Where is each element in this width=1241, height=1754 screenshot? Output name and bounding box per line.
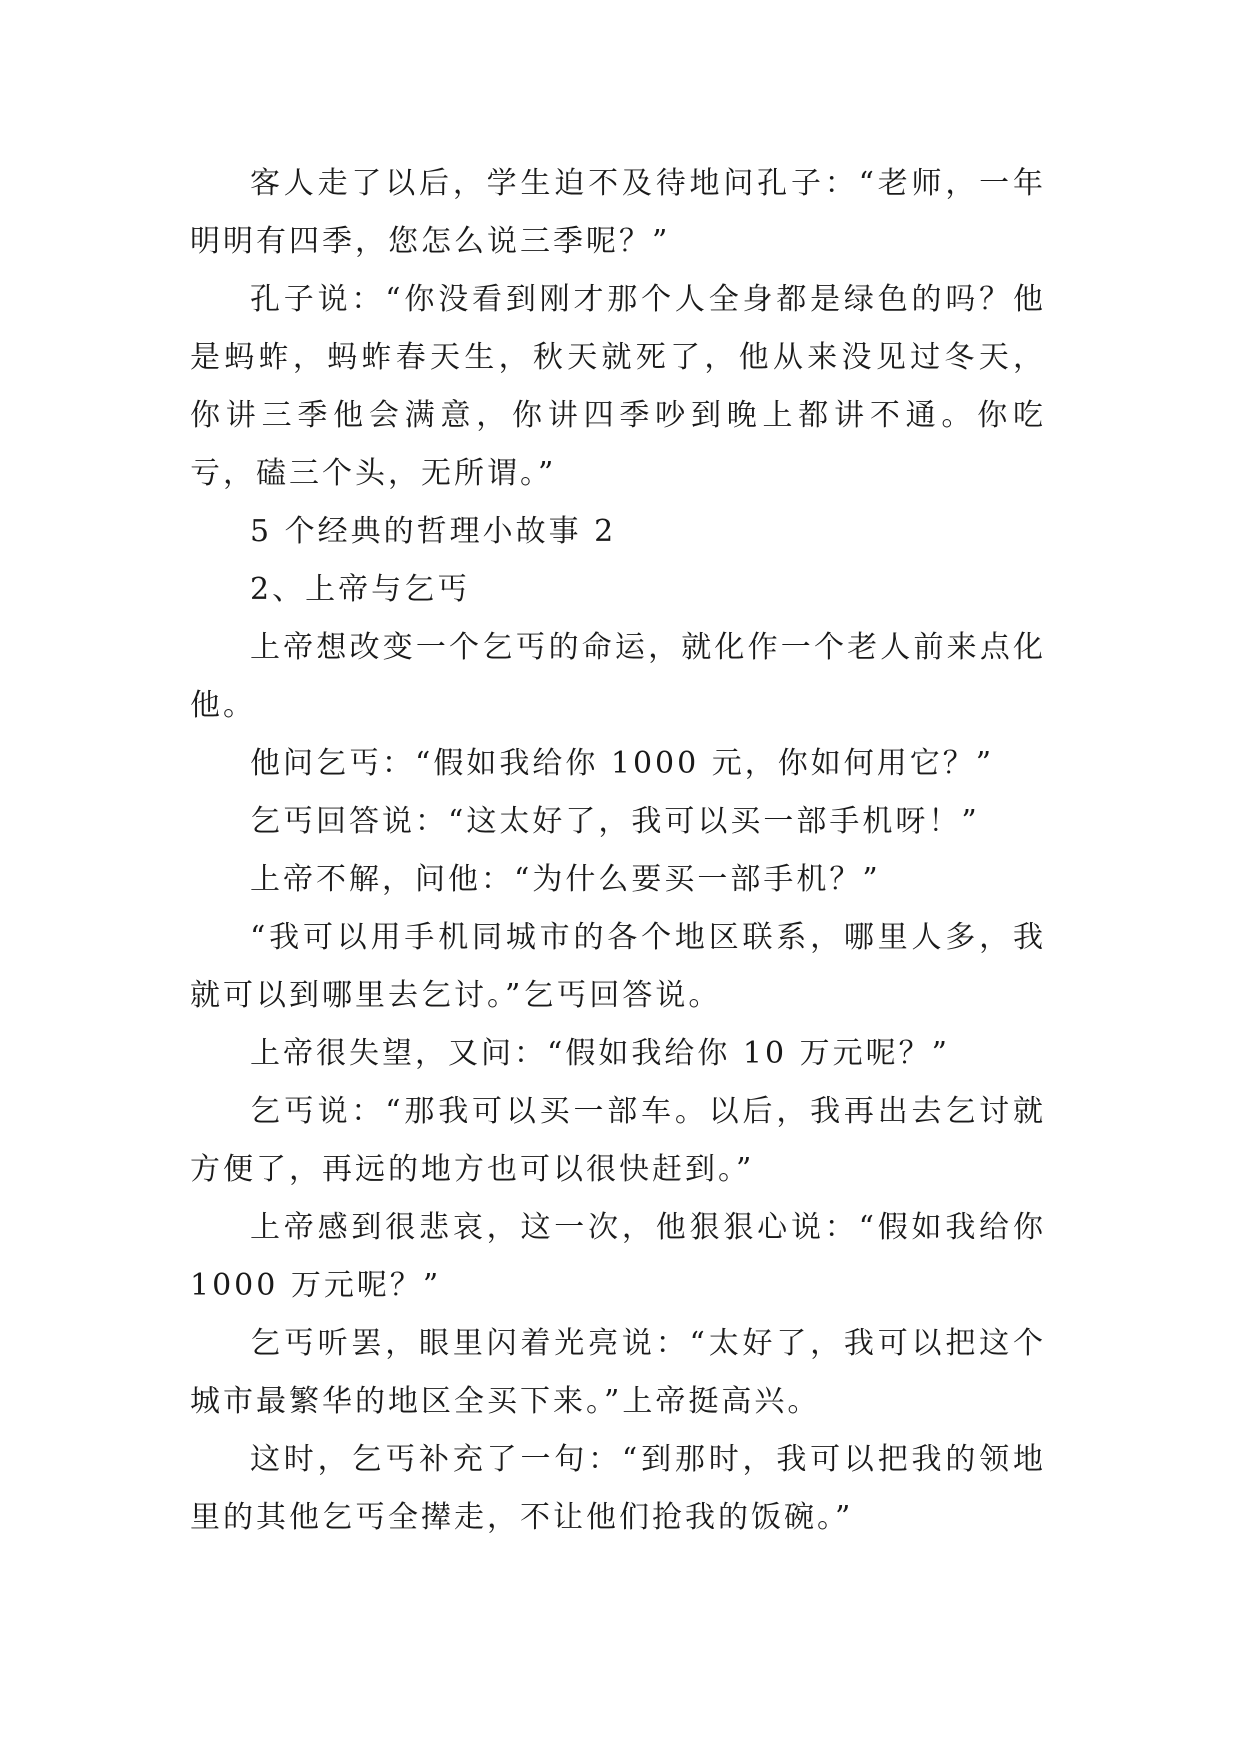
paragraph: 他问乞丐：“假如我给你 1000 元，你如何用它？”: [250, 746, 995, 781]
paragraph: 客人走了以后，学生迫不及待地问孔子：“老师，一年明明有四季，您怎么说三季呢？”: [190, 166, 1046, 259]
paragraph: “我可以用手机同城市的各个地区联系，哪里人多，我就可以到哪里去乞讨。”乞丐回答说。: [190, 920, 1046, 1013]
paragraph: 上帝想改变一个乞丐的命运，就化作一个老人前来点化他。: [190, 630, 1046, 723]
paragraph: 乞丐说：“那我可以买一部车。以后，我再出去乞讨就方便了，再远的地方也可以很快赶到。”: [190, 1094, 1046, 1187]
document-body: [190, 155, 1046, 1547]
paragraph: 乞丐听罢，眼里闪着光亮说：“太好了，我可以把这个城市最繁华的地区全买下来。”上帝挺高兴。: [190, 1326, 1046, 1419]
paragraph: 上帝感到很悲哀，这一次，他狠狠心说：“假如我给你 1000 万元呢？”: [190, 1210, 1046, 1303]
section-heading: 5 个经典的哲理小故事 2: [250, 514, 617, 549]
paragraph: 这时，乞丐补充了一句：“到那时，我可以把我的领地里的其他乞丐全撵走，不让他们抢我的饭碗。”: [190, 1442, 1046, 1535]
paragraph: 乞丐回答说：“这太好了，我可以买一部手机呀！”: [250, 804, 980, 839]
paragraph: 上帝不解，问他：“为什么要买一部手机？”: [250, 862, 881, 897]
paragraph: 孔子说：“你没看到刚才那个人全身都是绿色的吗？他是蚂蚱，蚂蚱春天生，秋天就死了，他从来没见过冬天，你讲三季他会满意，你讲四季吵到晚上都讲不通。你吃亏，磕三个头，无所谓。”: [190, 282, 1046, 491]
story-title: 2、上帝与乞丐: [250, 572, 471, 607]
paragraph: 上帝很失望，又问：“假如我给你 10 万元呢？”: [250, 1036, 950, 1071]
